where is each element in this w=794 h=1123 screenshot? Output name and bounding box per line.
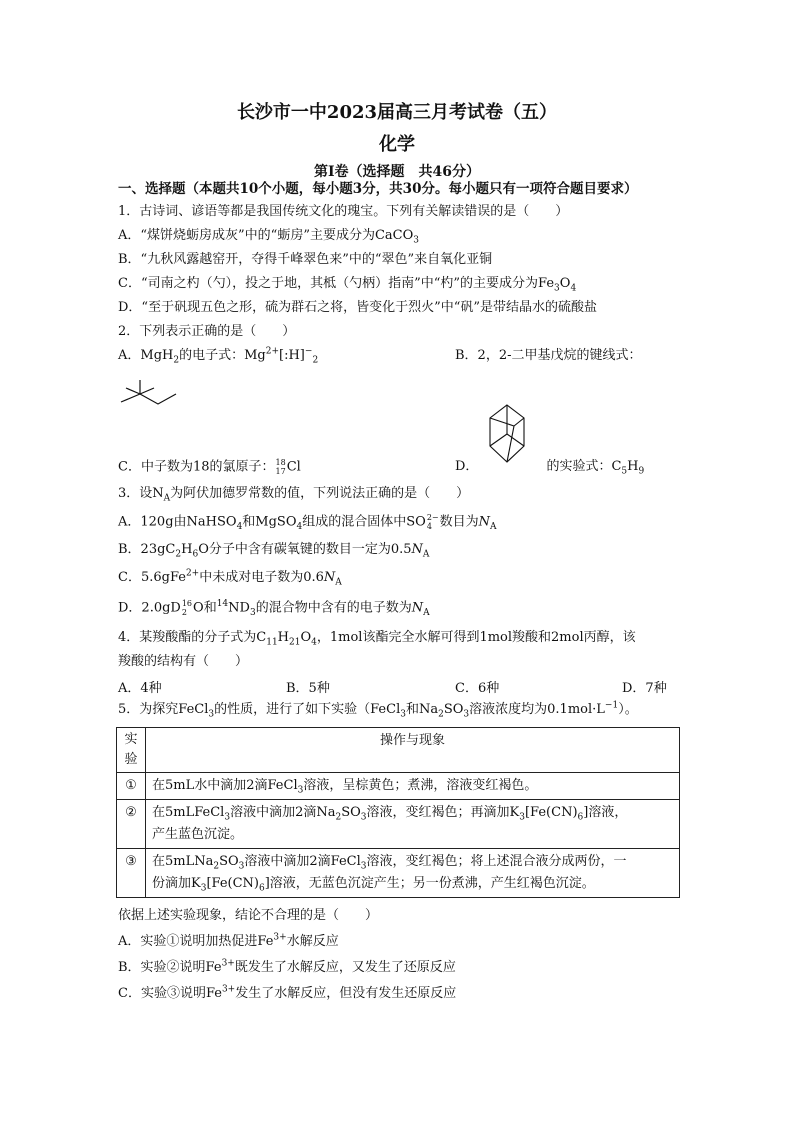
q4-option-d: D．7种 [622, 681, 667, 696]
q5-option-a: A．实验①说明加热促进$Fe^{3+}$水解反应 [118, 932, 339, 949]
q5-stem: 5．为探究FeCl$_3$的性质，进行了如下实验（FeCl$_3$和$Na_2SO_3$溶液浓度均为$0.1mol\cdot L^{-1}$）。 [118, 700, 638, 720]
q4-option-a: A．4种 [118, 681, 162, 696]
q1-option-b: B．“九秋风露越窑开，夺得千峰翠色来”中的“翠色”来自氧化亚铜 [118, 252, 493, 267]
table-header-row [117, 728, 680, 773]
experiment-number: ① [117, 773, 146, 800]
table-header-experiment: 实验 [117, 728, 146, 773]
q4-option-c: C．6种 [455, 681, 500, 696]
q4-stem-line2: 羧酸的结构有（ ） [118, 654, 249, 669]
section-heading: 一、选择题（本题共10个小题，每小题3分，共30分。每小题只有一项符合题目要求） [118, 181, 638, 197]
experiment-description: 在5mL水中滴加2滴FeCl$_3$溶液，呈棕黄色；煮沸，溶液变红褐色。 [146, 773, 680, 800]
q4-option-b: B．5种 [286, 681, 330, 696]
table-header-operation: 操作与现象 [146, 728, 680, 773]
table-row [117, 800, 680, 849]
q3-stem: 3．设$N_A$为阿伏加德罗常数的值，下列说法正确的是（ ） [118, 486, 470, 504]
q1-option-a: A．“煤饼烧蛎房成灰”中的“蛎房”主要成分为CaCO$_3$ [118, 228, 420, 246]
exam-title: 长沙市一中2023届高三月考试卷（五） [236, 102, 558, 123]
q2-option-c: C．中子数为18的氯原子：18 17Cl [118, 458, 301, 476]
q3-option-d: D．2.0gD16 2 O和$^{14}ND_3$的混合物中含有的电子数为$N_A$ [118, 599, 430, 619]
experiment-table [116, 727, 680, 898]
dimethylpentane-skeletal-icon [118, 378, 188, 410]
q5-conclusion: 依据上述实验现象，结论不合理的是（ ） [118, 908, 379, 923]
table-row [117, 773, 680, 800]
q2-option-b: B．2，2-二甲基戊烷的键线式： [455, 348, 642, 363]
q1-stem: 1．古诗词、谚语等都是我国传统文化的瑰宝。下列有关解读错误的是（ ） [118, 204, 569, 219]
q1-option-d: D．“至于矾现五色之形，硫为群石之将，皆变化于烈火”中“矾”是带结晶水的硫酸盐 [118, 300, 598, 315]
q1-option-c: C．“司南之杓（勺），投之于地，其柢（勺柄）指南”中“杓”的主要成分为$Fe_3O_4$ [118, 276, 577, 294]
q5-option-b: B．实验②说明$Fe^{3+}$既发生了水解反应，又发生了还原反应 [118, 958, 456, 975]
table-row [117, 849, 680, 898]
q2-option-d: D． 的实验式：$C_5H_9$ [455, 459, 645, 477]
experiment-number: ② [117, 800, 146, 849]
experiment-description: 在5mLFeCl$_3$溶液中滴加2滴$Na_2SO_3$溶液，变红褐色；再滴加$K_3[Fe(CN)_6]$溶液， 产生蓝色沉淀。 [146, 800, 680, 849]
part-title: 第Ⅰ卷（选择题 共46分） [313, 164, 481, 180]
q3-option-b: B．$23gC_2H_6O$分子中含有碳氧键的数目一定为$0.5N_A$ [118, 542, 430, 560]
experiment-description: 在$5mLNa_2SO_3$溶液中滴加2滴FeCl$_3$溶液，变红褐色；将上述混合液分成两份，一 份滴加$K_3[Fe(CN)_6]$溶液，无蓝色沉淀产生；另一份煮沸，产生红褐色沉淀。 [146, 849, 680, 898]
q3-option-a: A．120g由NaHSO$_4$和MgSO$_4$组成的混合固体中SO2− 4 数目为$N_A$ [118, 513, 497, 533]
q4-stem-line1: 4．某羧酸酯的分子式为$C_{11}H_{21}O_4$，1mol该酯完全水解可得到1mol羧酸和2mol丙醇，该 [118, 630, 636, 648]
q5-option-c: C．实验③说明$Fe^{3+}$发生了水解反应，但没有发生还原反应 [118, 984, 457, 1001]
q2-stem: 2．下列表示正确的是（ ） [118, 324, 296, 339]
experiment-number: ③ [117, 849, 146, 898]
q3-option-c: C．5.6gFe$^{2+}$中未成对电子数为$0.6N_A$ [118, 568, 342, 588]
subject-title: 化学 [379, 134, 415, 155]
q2-option-a: A．MgH$_2$的电子式：$Mg^{2+}[:H]^-_2$ [118, 346, 319, 366]
